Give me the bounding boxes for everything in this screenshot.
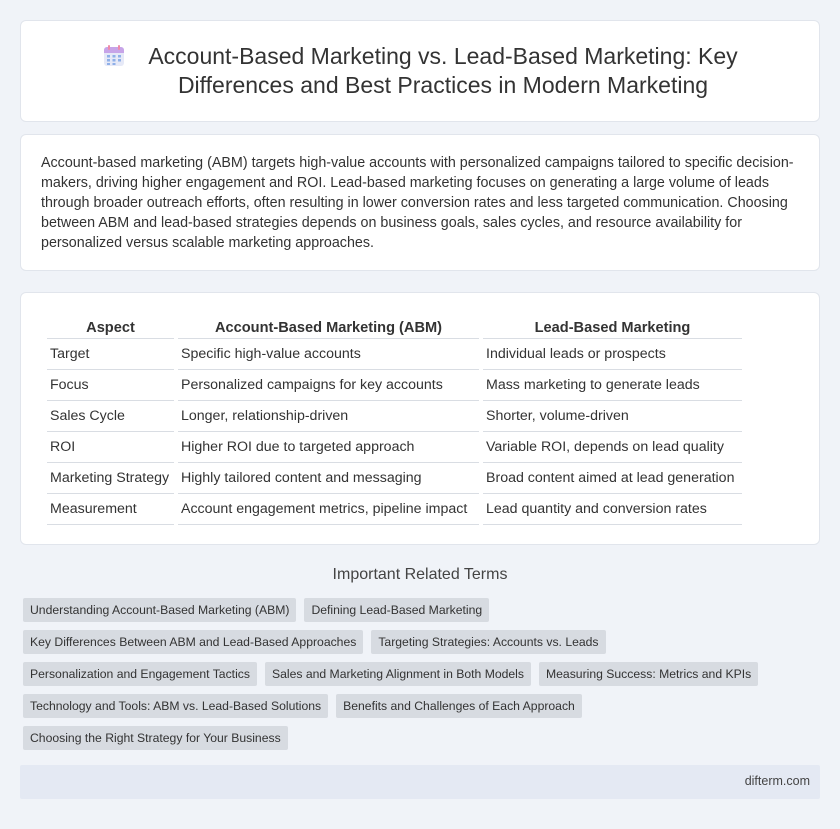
calendar-icon bbox=[102, 44, 126, 68]
title-wrap bbox=[21, 21, 819, 121]
table-cell: Mass marketing to generate leads bbox=[483, 370, 742, 401]
table-row bbox=[47, 432, 742, 463]
related-term-link[interactable]: Choosing the Right Strategy for Your Business bbox=[23, 726, 288, 750]
related-term-link[interactable]: Understanding Account-Based Marketing (ABM) bbox=[23, 598, 296, 622]
related-term-link[interactable]: Benefits and Challenges of Each Approach bbox=[336, 694, 582, 718]
table-cell: Marketing Strategy bbox=[47, 463, 174, 494]
title-card bbox=[20, 20, 820, 122]
table-cell: Personalized campaigns for key accounts bbox=[178, 370, 479, 401]
page-title bbox=[148, 42, 737, 100]
page-title-line2: Differences and Best Practices in Modern Marketing bbox=[177, 72, 709, 98]
table-cell: Target bbox=[47, 339, 174, 370]
table-cell: ROI bbox=[47, 432, 174, 463]
header-aspect: Aspect bbox=[47, 315, 174, 339]
table-cell: Lead quantity and conversion rates bbox=[483, 494, 742, 525]
table-row bbox=[47, 370, 742, 401]
table-cell: Individual leads or prospects bbox=[483, 339, 742, 370]
footer bbox=[20, 765, 820, 799]
table-cell: Broad content aimed at lead generation bbox=[483, 463, 742, 494]
page-title-line1: Account-Based Marketing vs. Lead-Based Marketing: Key bbox=[148, 43, 738, 69]
table-cell: Account engagement metrics, pipeline impact bbox=[178, 494, 479, 525]
comparison-table-card bbox=[20, 292, 820, 545]
header-lead-based: Lead-Based Marketing bbox=[483, 315, 742, 339]
table-cell: Focus bbox=[47, 370, 174, 401]
comparison-table bbox=[43, 315, 746, 525]
table-cell: Specific high-value accounts bbox=[178, 339, 479, 370]
related-terms-list bbox=[23, 598, 823, 758]
related-term-link[interactable]: Measuring Success: Metrics and KPIs bbox=[539, 662, 758, 686]
related-term-link[interactable]: Sales and Marketing Alignment in Both Models bbox=[265, 662, 531, 686]
related-terms-heading: Important Related Terms bbox=[332, 566, 508, 583]
header-abm: Account-Based Marketing (ABM) bbox=[178, 315, 479, 339]
related-term-link[interactable]: Targeting Strategies: Accounts vs. Leads bbox=[371, 630, 605, 654]
related-term-link[interactable]: Defining Lead-Based Marketing bbox=[304, 598, 489, 622]
related-term-link[interactable]: Key Differences Between ABM and Lead-Based Approaches bbox=[23, 630, 363, 654]
table-cell: Highly tailored content and messaging bbox=[178, 463, 479, 494]
table-cell: Longer, relationship-driven bbox=[178, 401, 479, 432]
table-cell: Higher ROI due to targeted approach bbox=[178, 432, 479, 463]
table-row bbox=[47, 401, 742, 432]
table-cell: Sales Cycle bbox=[47, 401, 174, 432]
tag-row bbox=[23, 694, 823, 718]
intro-paragraph: Account-based marketing (ABM) targets high-value accounts with personalized campaigns tailored to specific decision-makers, driving higher engagement and ROI. Lead-based marketing focuses on generating a large volume of leads through broader outreach efforts, often resulting in lower conversion rates and less targeted communication. Choosing between ABM and lead-based strategies depends on business goals, sales cycles, and resource availability for personalized versus scalable marketing approaches. bbox=[41, 155, 794, 251]
footer-site-name: difterm.com bbox=[744, 774, 810, 788]
tag-row bbox=[23, 630, 823, 654]
tag-row bbox=[23, 662, 823, 686]
related-term-link[interactable]: Personalization and Engagement Tactics bbox=[23, 662, 257, 686]
table-cell: Measurement bbox=[47, 494, 174, 525]
table-header-row bbox=[47, 315, 742, 339]
table-row bbox=[47, 463, 742, 494]
intro-card bbox=[20, 134, 820, 271]
related-term-link[interactable]: Technology and Tools: ABM vs. Lead-Based Solutions bbox=[23, 694, 328, 718]
tag-row bbox=[23, 598, 823, 622]
table-row bbox=[47, 339, 742, 370]
table-cell: Shorter, volume-driven bbox=[483, 401, 742, 432]
tag-row bbox=[23, 726, 823, 750]
table-row bbox=[47, 494, 742, 525]
table-cell: Variable ROI, depends on lead quality bbox=[483, 432, 742, 463]
